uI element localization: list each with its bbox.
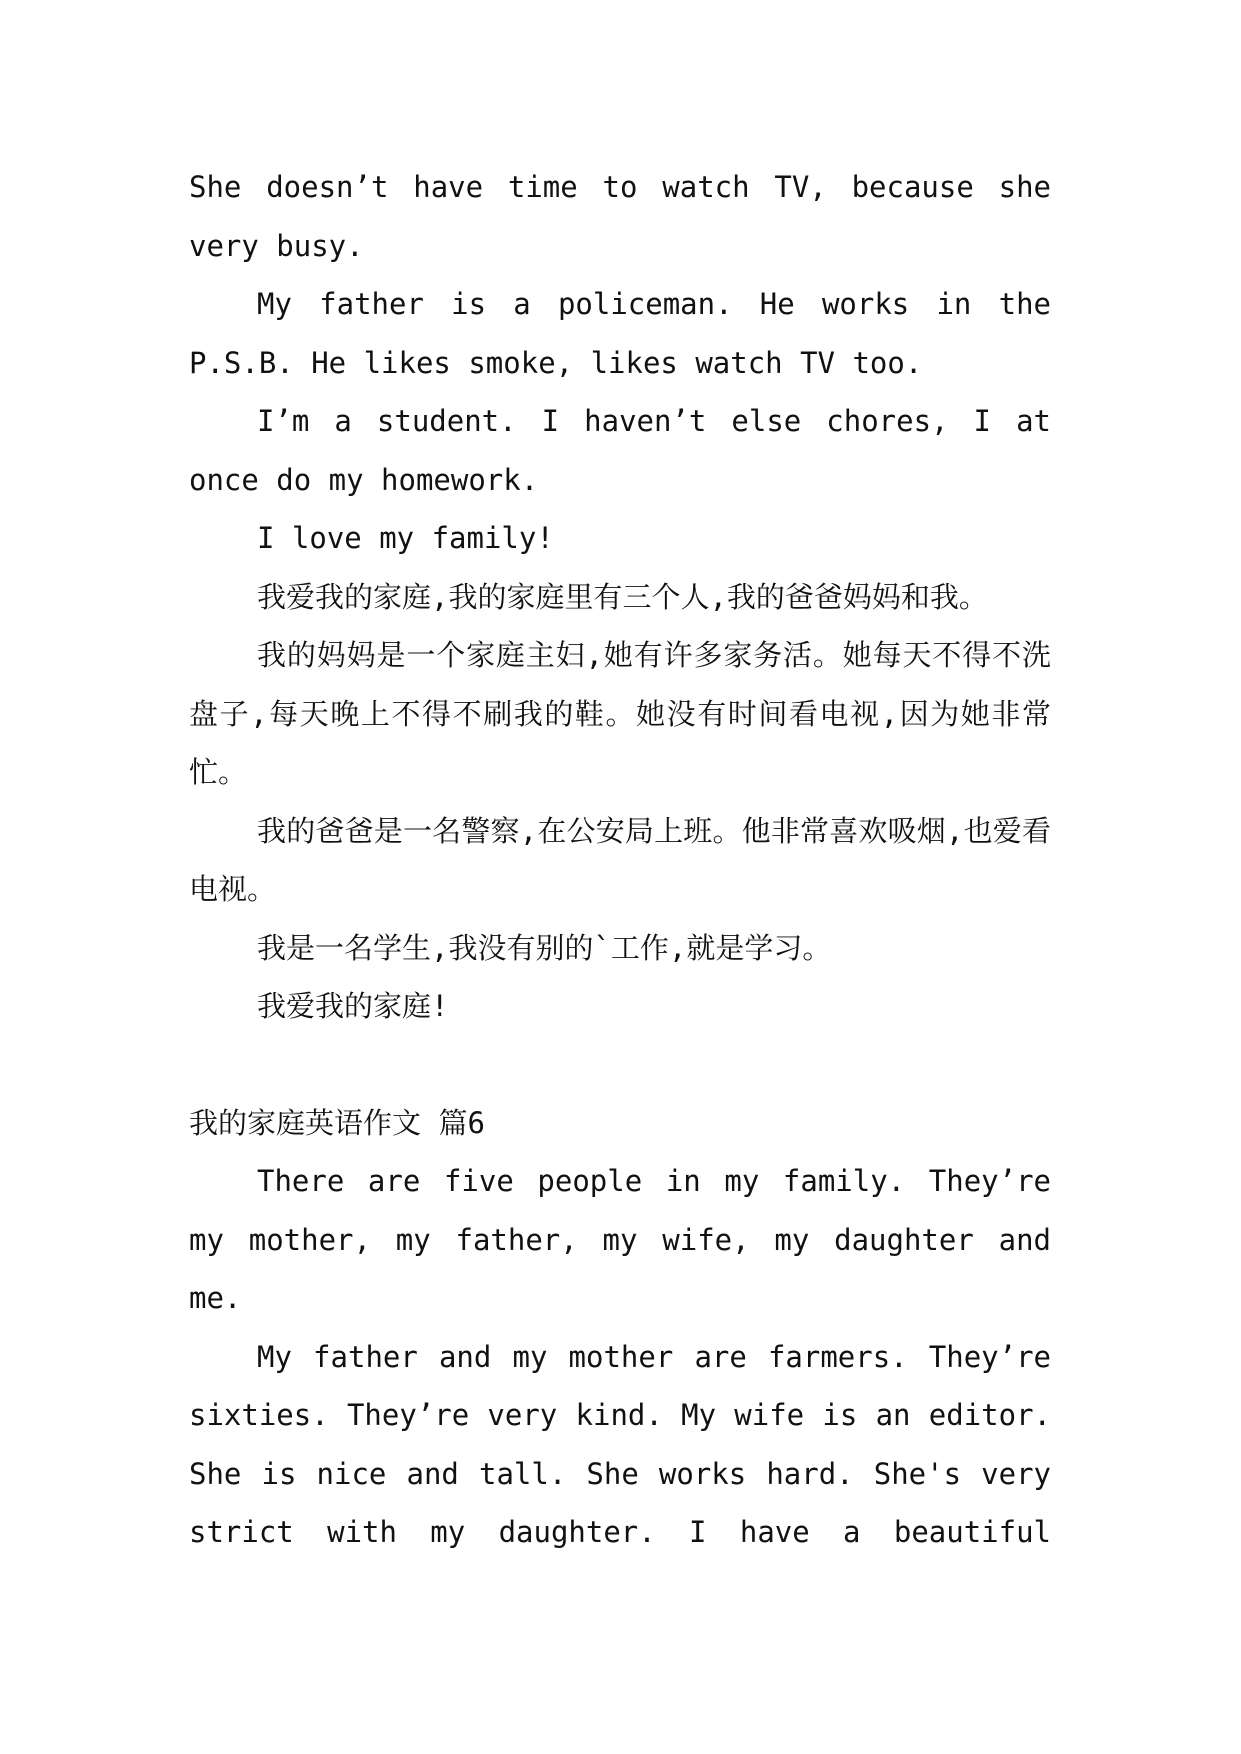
paragraph-cn-love-family: 我爱我的家庭! [257, 989, 449, 1023]
section-spacer [189, 1036, 1051, 1094]
document-body [189, 158, 1051, 1562]
paragraph-cn-father: 我的爸爸是一名警察,在公安局上班。他非常喜欢吸烟,也爱看电视。 [189, 813, 1051, 906]
paragraph-love-family: I love my family! [257, 521, 554, 555]
paragraph-student-homework: I’m a student. I haven’t else chores, I at once do my homework. [189, 404, 1051, 497]
paragraph-father-policeman: My father is a policeman. He works in the P.S.B. He likes smoke, likes watch TV too. [189, 287, 1051, 380]
paragraph-five-people: There are five people in my family. They’re my mother, my father, my wife, my daughter and me. [189, 1164, 1051, 1315]
paragraph-parents-wife: My father and my mother are farmers. They’re sixties. They’re very kind. My wife is an editor. She is nice and tall. She works hard. She's very strict with my daughter. I have a beautiful [189, 1339, 1051, 1549]
paragraph-cn-mother: 我的妈妈是一个家庭主妇,她有许多家务活。她每天不得不洗盘子,每天晚上不得不刷我的鞋。她没有时间看电视,因为她非常忙。 [189, 638, 1051, 789]
paragraph-cn-student: 我是一名学生,我没有别的`工作,就是学习。 [257, 930, 832, 965]
section-heading: 我的家庭英语作文 篇6 [189, 1105, 485, 1140]
paragraph-cn-family-members: 我爱我的家庭,我的家庭里有三个人,我的爸爸妈妈和我。 [257, 579, 988, 614]
paragraph-mother-busy: She doesn’t have time to watch TV, because she very busy. [189, 170, 1051, 263]
